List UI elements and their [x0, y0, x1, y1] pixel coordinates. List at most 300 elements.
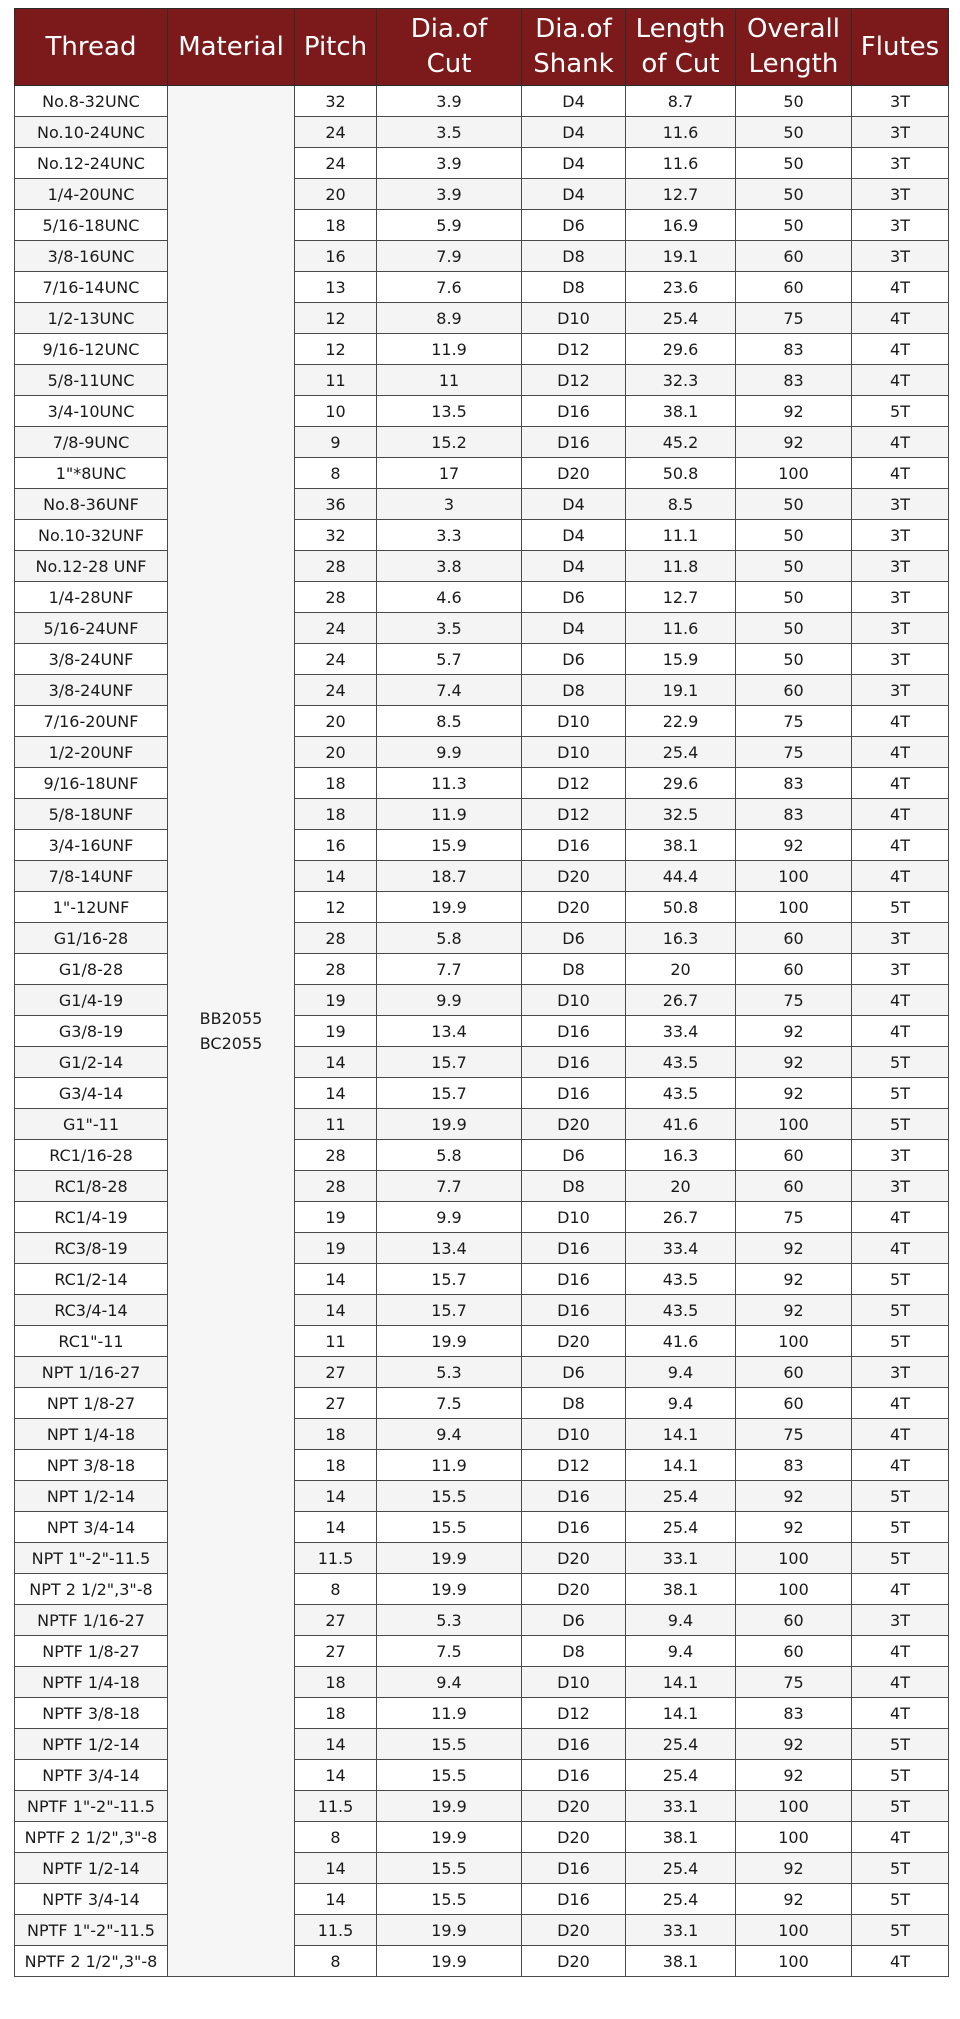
flutes-cell: 5T [852, 1884, 949, 1915]
thread-cell: NPTF 1"-2"-11.5 [15, 1915, 168, 1946]
thread-cell: 1/2-20UNF [15, 737, 168, 768]
table-row [15, 396, 949, 427]
dia-of-shank-cell: D6 [522, 1140, 626, 1171]
pitch-cell: 18 [295, 210, 377, 241]
pitch-cell: 27 [295, 1605, 377, 1636]
dia-of-cut-cell: 5.7 [377, 644, 522, 675]
header-material: Material [168, 9, 295, 86]
overall-length-cell: 92 [736, 1884, 852, 1915]
pitch-cell: 8 [295, 458, 377, 489]
flutes-cell: 3T [852, 954, 949, 985]
dia-of-shank-cell: D16 [522, 1853, 626, 1884]
dia-of-shank-cell: D6 [522, 644, 626, 675]
thread-cell: No.8-32UNC [15, 86, 168, 117]
flutes-cell: 5T [852, 1915, 949, 1946]
pitch-cell: 8 [295, 1822, 377, 1853]
length-of-cut-cell: 25.4 [626, 737, 736, 768]
dia-of-shank-cell: D10 [522, 737, 626, 768]
dia-of-cut-cell: 19.9 [377, 1791, 522, 1822]
dia-of-cut-cell: 15.9 [377, 830, 522, 861]
flutes-cell: 4T [852, 1202, 949, 1233]
overall-length-cell: 92 [736, 1016, 852, 1047]
dia-of-cut-cell: 19.9 [377, 1543, 522, 1574]
pitch-cell: 18 [295, 1667, 377, 1698]
length-of-cut-cell: 32.3 [626, 365, 736, 396]
thread-cell: G1/2-14 [15, 1047, 168, 1078]
thread-cell: NPT 2 1/2",3"-8 [15, 1574, 168, 1605]
thread-cell: No.10-32UNF [15, 520, 168, 551]
header-pitch: Pitch [295, 9, 377, 86]
dia-of-cut-cell: 5.8 [377, 923, 522, 954]
overall-length-cell: 75 [736, 737, 852, 768]
table-row [15, 706, 949, 737]
thread-cell: 3/4-10UNC [15, 396, 168, 427]
dia-of-cut-cell: 13.4 [377, 1233, 522, 1264]
pitch-cell: 24 [295, 148, 377, 179]
pitch-cell: 20 [295, 737, 377, 768]
table-row [15, 1295, 949, 1326]
thread-cell: RC1/2-14 [15, 1264, 168, 1295]
dia-of-cut-cell: 15.7 [377, 1078, 522, 1109]
table-row [15, 1605, 949, 1636]
table-row [15, 1698, 949, 1729]
length-of-cut-cell: 45.2 [626, 427, 736, 458]
dia-of-cut-cell: 19.9 [377, 1915, 522, 1946]
length-of-cut-cell: 41.6 [626, 1109, 736, 1140]
length-of-cut-cell: 14.1 [626, 1450, 736, 1481]
table-row [15, 334, 949, 365]
length-of-cut-cell: 11.1 [626, 520, 736, 551]
header-flutes: Flutes [852, 9, 949, 86]
length-of-cut-cell: 26.7 [626, 1202, 736, 1233]
pitch-cell: 12 [295, 892, 377, 923]
overall-length-cell: 75 [736, 706, 852, 737]
thread-cell: 3/8-16UNC [15, 241, 168, 272]
length-of-cut-cell: 11.6 [626, 117, 736, 148]
flutes-cell: 4T [852, 272, 949, 303]
header-dia-of-cut-line2: Cut [426, 49, 472, 79]
overall-length-cell: 60 [736, 1636, 852, 1667]
overall-length-cell: 75 [736, 1419, 852, 1450]
dia-of-shank-cell: D4 [522, 148, 626, 179]
thread-cell: G1/8-28 [15, 954, 168, 985]
dia-of-shank-cell: D8 [522, 1636, 626, 1667]
pitch-cell: 19 [295, 1016, 377, 1047]
length-of-cut-cell: 43.5 [626, 1047, 736, 1078]
dia-of-cut-cell: 7.5 [377, 1636, 522, 1667]
overall-length-cell: 75 [736, 303, 852, 334]
thread-cell: RC1/8-28 [15, 1171, 168, 1202]
dia-of-cut-cell: 7.5 [377, 1388, 522, 1419]
table-row [15, 1357, 949, 1388]
pitch-cell: 14 [295, 1884, 377, 1915]
overall-length-cell: 50 [736, 644, 852, 675]
pitch-cell: 19 [295, 1233, 377, 1264]
dia-of-shank-cell: D10 [522, 1202, 626, 1233]
dia-of-cut-cell: 15.5 [377, 1760, 522, 1791]
dia-of-cut-cell: 17 [377, 458, 522, 489]
pitch-cell: 28 [295, 954, 377, 985]
length-of-cut-cell: 11.6 [626, 148, 736, 179]
dia-of-shank-cell: D6 [522, 923, 626, 954]
dia-of-cut-cell: 3.5 [377, 613, 522, 644]
thread-cell: G1/4-19 [15, 985, 168, 1016]
flutes-cell: 3T [852, 210, 949, 241]
pitch-cell: 28 [295, 1140, 377, 1171]
dia-of-cut-cell: 9.4 [377, 1419, 522, 1450]
thread-spec-table [14, 8, 949, 1977]
flutes-cell: 4T [852, 1016, 949, 1047]
thread-cell: 7/8-9UNC [15, 427, 168, 458]
dia-of-shank-cell: D16 [522, 1016, 626, 1047]
pitch-cell: 11 [295, 1109, 377, 1140]
overall-length-cell: 75 [736, 985, 852, 1016]
pitch-cell: 13 [295, 272, 377, 303]
dia-of-cut-cell: 15.7 [377, 1047, 522, 1078]
pitch-cell: 28 [295, 923, 377, 954]
overall-length-cell: 60 [736, 1140, 852, 1171]
dia-of-cut-cell: 11.9 [377, 334, 522, 365]
length-of-cut-cell: 38.1 [626, 830, 736, 861]
table-row [15, 954, 949, 985]
table-row [15, 1574, 949, 1605]
dia-of-cut-cell: 3 [377, 489, 522, 520]
dia-of-cut-cell: 7.9 [377, 241, 522, 272]
thread-cell: NPTF 1"-2"-11.5 [15, 1791, 168, 1822]
pitch-cell: 8 [295, 1946, 377, 1977]
table-row [15, 1884, 949, 1915]
pitch-cell: 8 [295, 1574, 377, 1605]
flutes-cell: 4T [852, 1698, 949, 1729]
dia-of-shank-cell: D10 [522, 985, 626, 1016]
overall-length-cell: 50 [736, 117, 852, 148]
dia-of-cut-cell: 8.9 [377, 303, 522, 334]
flutes-cell: 4T [852, 1822, 949, 1853]
flutes-cell: 5T [852, 1295, 949, 1326]
flutes-cell: 4T [852, 1450, 949, 1481]
dia-of-shank-cell: D16 [522, 1233, 626, 1264]
flutes-cell: 3T [852, 675, 949, 706]
table-row [15, 675, 949, 706]
overall-length-cell: 60 [736, 675, 852, 706]
dia-of-shank-cell: D10 [522, 1667, 626, 1698]
dia-of-cut-cell: 11.9 [377, 1450, 522, 1481]
pitch-cell: 28 [295, 1171, 377, 1202]
thread-cell: NPT 1/16-27 [15, 1357, 168, 1388]
pitch-cell: 18 [295, 768, 377, 799]
dia-of-cut-cell: 19.9 [377, 1574, 522, 1605]
dia-of-shank-cell: D16 [522, 1884, 626, 1915]
flutes-cell: 4T [852, 985, 949, 1016]
pitch-cell: 14 [295, 1512, 377, 1543]
thread-cell: G1"-11 [15, 1109, 168, 1140]
pitch-cell: 16 [295, 830, 377, 861]
length-of-cut-cell: 12.7 [626, 179, 736, 210]
flutes-cell: 3T [852, 86, 949, 117]
length-of-cut-cell: 32.5 [626, 799, 736, 830]
overall-length-cell: 92 [736, 1512, 852, 1543]
thread-cell: NPTF 2 1/2",3"-8 [15, 1822, 168, 1853]
length-of-cut-cell: 9.4 [626, 1636, 736, 1667]
length-of-cut-cell: 16.3 [626, 923, 736, 954]
table-row [15, 1822, 949, 1853]
dia-of-shank-cell: D16 [522, 1729, 626, 1760]
length-of-cut-cell: 33.4 [626, 1016, 736, 1047]
thread-cell: 1/2-13UNC [15, 303, 168, 334]
length-of-cut-cell: 25.4 [626, 1481, 736, 1512]
overall-length-cell: 50 [736, 551, 852, 582]
pitch-cell: 9 [295, 427, 377, 458]
overall-length-cell: 92 [736, 1481, 852, 1512]
dia-of-cut-cell: 9.9 [377, 985, 522, 1016]
overall-length-cell: 50 [736, 582, 852, 613]
flutes-cell: 4T [852, 1419, 949, 1450]
pitch-cell: 14 [295, 1760, 377, 1791]
table-row [15, 303, 949, 334]
thread-cell: NPT 3/4-14 [15, 1512, 168, 1543]
pitch-cell: 28 [295, 582, 377, 613]
table-row [15, 582, 949, 613]
overall-length-cell: 100 [736, 1326, 852, 1357]
dia-of-shank-cell: D12 [522, 1698, 626, 1729]
overall-length-cell: 100 [736, 892, 852, 923]
table-row [15, 1481, 949, 1512]
overall-length-cell: 100 [736, 458, 852, 489]
overall-length-cell: 60 [736, 241, 852, 272]
overall-length-cell: 83 [736, 365, 852, 396]
dia-of-shank-cell: D16 [522, 1512, 626, 1543]
overall-length-cell: 50 [736, 210, 852, 241]
length-of-cut-cell: 23.6 [626, 272, 736, 303]
material-line1: BB2055 [199, 1009, 263, 1028]
dia-of-cut-cell: 19.9 [377, 1109, 522, 1140]
length-of-cut-cell: 29.6 [626, 768, 736, 799]
pitch-cell: 18 [295, 799, 377, 830]
pitch-cell: 19 [295, 1202, 377, 1233]
table-row [15, 1078, 949, 1109]
dia-of-cut-cell: 5.3 [377, 1605, 522, 1636]
dia-of-cut-cell: 3.9 [377, 148, 522, 179]
thread-cell: 5/16-18UNC [15, 210, 168, 241]
thread-cell: NPT 1"-2"-11.5 [15, 1543, 168, 1574]
length-of-cut-cell: 16.3 [626, 1140, 736, 1171]
thread-cell: NPTF 1/2-14 [15, 1853, 168, 1884]
dia-of-cut-cell: 15.5 [377, 1481, 522, 1512]
pitch-cell: 16 [295, 241, 377, 272]
pitch-cell: 14 [295, 1047, 377, 1078]
length-of-cut-cell: 14.1 [626, 1698, 736, 1729]
dia-of-shank-cell: D16 [522, 1078, 626, 1109]
flutes-cell: 5T [852, 1791, 949, 1822]
thread-cell: NPTF 1/8-27 [15, 1636, 168, 1667]
overall-length-cell: 92 [736, 427, 852, 458]
flutes-cell: 4T [852, 1636, 949, 1667]
flutes-cell: 4T [852, 1946, 949, 1977]
dia-of-shank-cell: D10 [522, 303, 626, 334]
overall-length-cell: 83 [736, 334, 852, 365]
thread-cell: No.8-36UNF [15, 489, 168, 520]
length-of-cut-cell: 22.9 [626, 706, 736, 737]
dia-of-shank-cell: D4 [522, 117, 626, 148]
thread-cell: 1"*8UNC [15, 458, 168, 489]
flutes-cell: 3T [852, 179, 949, 210]
dia-of-cut-cell: 5.8 [377, 1140, 522, 1171]
thread-cell: RC3/8-19 [15, 1233, 168, 1264]
length-of-cut-cell: 29.6 [626, 334, 736, 365]
table-row [15, 1233, 949, 1264]
length-of-cut-cell: 38.1 [626, 1822, 736, 1853]
length-of-cut-cell: 12.7 [626, 582, 736, 613]
dia-of-cut-cell: 19.9 [377, 1326, 522, 1357]
table-row [15, 1202, 949, 1233]
flutes-cell: 3T [852, 241, 949, 272]
table-row [15, 1264, 949, 1295]
overall-length-cell: 60 [736, 954, 852, 985]
table-row [15, 272, 949, 303]
thread-cell: 9/16-12UNC [15, 334, 168, 365]
flutes-cell: 5T [852, 1109, 949, 1140]
overall-length-cell: 92 [736, 830, 852, 861]
length-of-cut-cell: 25.4 [626, 1729, 736, 1760]
overall-length-cell: 92 [736, 1264, 852, 1295]
pitch-cell: 18 [295, 1419, 377, 1450]
pitch-cell: 11.5 [295, 1543, 377, 1574]
dia-of-shank-cell: D4 [522, 179, 626, 210]
pitch-cell: 14 [295, 1481, 377, 1512]
length-of-cut-cell: 20 [626, 954, 736, 985]
table-row [15, 1326, 949, 1357]
dia-of-cut-cell: 15.7 [377, 1295, 522, 1326]
overall-length-cell: 92 [736, 1760, 852, 1791]
header-dia-of-shank [522, 9, 626, 86]
table-row [15, 1636, 949, 1667]
overall-length-cell: 60 [736, 1357, 852, 1388]
pitch-cell: 14 [295, 1729, 377, 1760]
overall-length-cell: 60 [736, 1171, 852, 1202]
length-of-cut-cell: 33.1 [626, 1791, 736, 1822]
overall-length-cell: 75 [736, 1202, 852, 1233]
overall-length-cell: 100 [736, 1946, 852, 1977]
table-row [15, 1047, 949, 1078]
dia-of-shank-cell: D8 [522, 241, 626, 272]
pitch-cell: 27 [295, 1388, 377, 1419]
dia-of-cut-cell: 3.9 [377, 86, 522, 117]
thread-cell: 5/8-11UNC [15, 365, 168, 396]
thread-cell: No.12-28 UNF [15, 551, 168, 582]
overall-length-cell: 60 [736, 1605, 852, 1636]
thread-cell: 9/16-18UNF [15, 768, 168, 799]
table-row [15, 241, 949, 272]
dia-of-shank-cell: D6 [522, 1605, 626, 1636]
overall-length-cell: 50 [736, 613, 852, 644]
dia-of-shank-cell: D10 [522, 706, 626, 737]
table-row [15, 489, 949, 520]
overall-length-cell: 92 [736, 1853, 852, 1884]
table-row [15, 1388, 949, 1419]
dia-of-shank-cell: D10 [522, 1419, 626, 1450]
header-length-of-cut-line2: of Cut [641, 49, 720, 79]
header-length-of-cut [626, 9, 736, 86]
flutes-cell: 4T [852, 799, 949, 830]
thread-cell: NPTF 1/2-14 [15, 1729, 168, 1760]
dia-of-shank-cell: D4 [522, 551, 626, 582]
dia-of-shank-cell: D16 [522, 1047, 626, 1078]
dia-of-cut-cell: 7.7 [377, 954, 522, 985]
dia-of-cut-cell: 3.8 [377, 551, 522, 582]
dia-of-shank-cell: D20 [522, 1946, 626, 1977]
flutes-cell: 5T [852, 1264, 949, 1295]
header-row [15, 9, 949, 86]
table-row [15, 1109, 949, 1140]
thread-cell: 5/16-24UNF [15, 613, 168, 644]
length-of-cut-cell: 41.6 [626, 1326, 736, 1357]
dia-of-cut-cell: 3.3 [377, 520, 522, 551]
pitch-cell: 14 [295, 1078, 377, 1109]
thread-cell: NPTF 3/4-14 [15, 1884, 168, 1915]
table-row [15, 861, 949, 892]
length-of-cut-cell: 11.6 [626, 613, 736, 644]
pitch-cell: 14 [295, 861, 377, 892]
table-row [15, 1543, 949, 1574]
table-row [15, 210, 949, 241]
flutes-cell: 5T [852, 1078, 949, 1109]
dia-of-cut-cell: 15.5 [377, 1884, 522, 1915]
length-of-cut-cell: 8.5 [626, 489, 736, 520]
pitch-cell: 11.5 [295, 1791, 377, 1822]
dia-of-shank-cell: D20 [522, 861, 626, 892]
overall-length-cell: 50 [736, 148, 852, 179]
pitch-cell: 32 [295, 520, 377, 551]
pitch-cell: 24 [295, 613, 377, 644]
length-of-cut-cell: 50.8 [626, 892, 736, 923]
dia-of-shank-cell: D16 [522, 830, 626, 861]
length-of-cut-cell: 16.9 [626, 210, 736, 241]
overall-length-cell: 100 [736, 1109, 852, 1140]
pitch-cell: 27 [295, 1357, 377, 1388]
length-of-cut-cell: 50.8 [626, 458, 736, 489]
flutes-cell: 3T [852, 1357, 949, 1388]
overall-length-cell: 100 [736, 1543, 852, 1574]
pitch-cell: 32 [295, 86, 377, 117]
overall-length-cell: 83 [736, 1450, 852, 1481]
dia-of-shank-cell: D8 [522, 1388, 626, 1419]
dia-of-shank-cell: D12 [522, 365, 626, 396]
header-dia-of-shank-line1: Dia.of [535, 14, 612, 44]
table-row [15, 520, 949, 551]
dia-of-cut-cell: 9.9 [377, 1202, 522, 1233]
table-row [15, 1946, 949, 1977]
pitch-cell: 11 [295, 1326, 377, 1357]
overall-length-cell: 83 [736, 799, 852, 830]
thread-cell: 7/16-14UNC [15, 272, 168, 303]
length-of-cut-cell: 25.4 [626, 1760, 736, 1791]
table-row [15, 644, 949, 675]
dia-of-shank-cell: D12 [522, 1450, 626, 1481]
overall-length-cell: 92 [736, 396, 852, 427]
dia-of-shank-cell: D20 [522, 1574, 626, 1605]
thread-cell: NPT 3/8-18 [15, 1450, 168, 1481]
table-row [15, 1419, 949, 1450]
length-of-cut-cell: 25.4 [626, 1884, 736, 1915]
table-row [15, 1853, 949, 1884]
pitch-cell: 28 [295, 551, 377, 582]
table-row [15, 1016, 949, 1047]
overall-length-cell: 92 [736, 1047, 852, 1078]
flutes-cell: 4T [852, 706, 949, 737]
pitch-cell: 11.5 [295, 1915, 377, 1946]
dia-of-shank-cell: D20 [522, 458, 626, 489]
dia-of-shank-cell: D16 [522, 1481, 626, 1512]
